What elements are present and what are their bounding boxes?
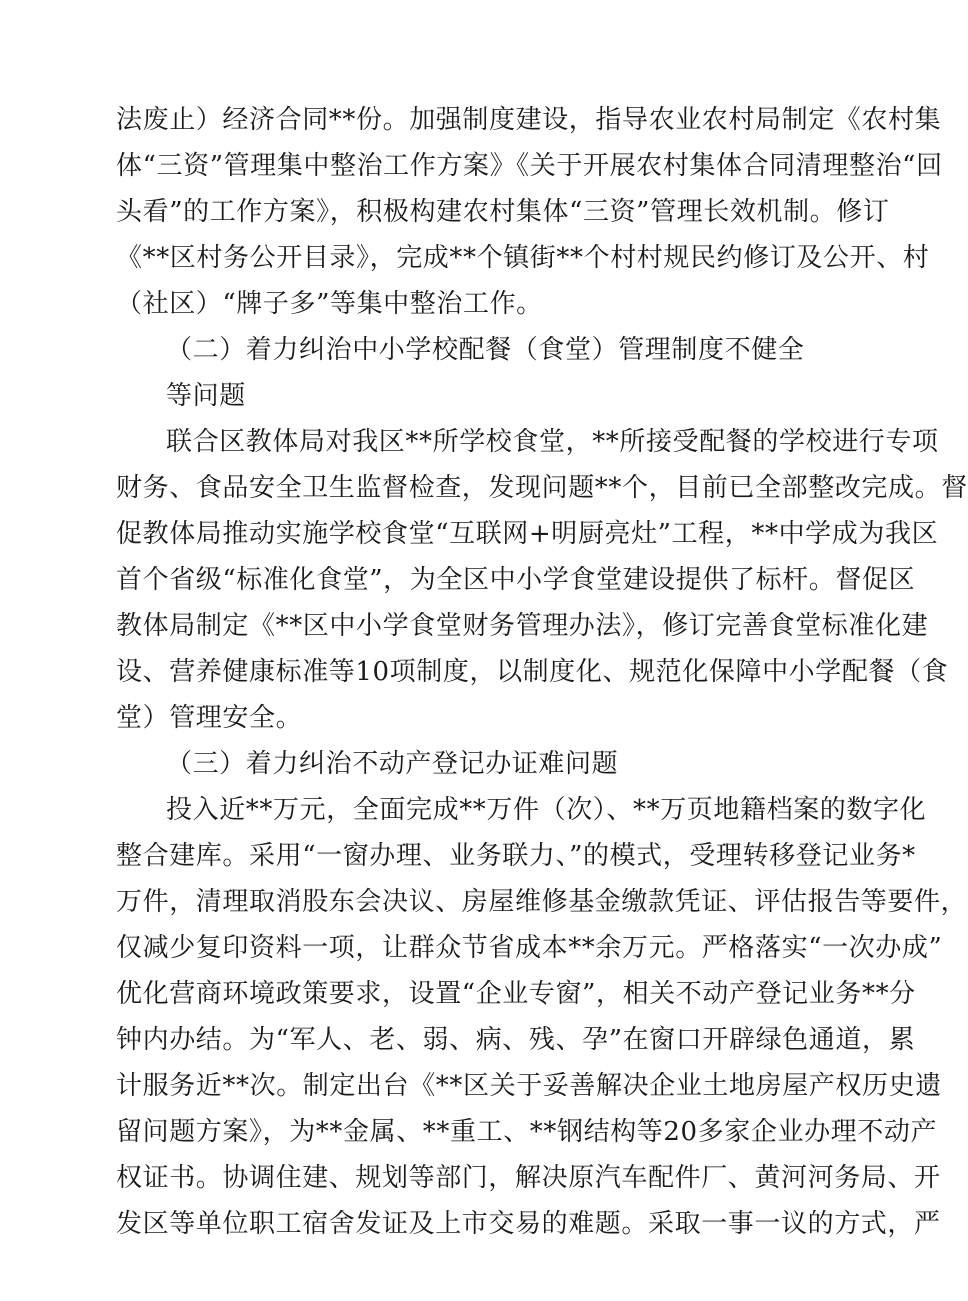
section-heading: （三）着力纠治不动产登记办证难问题: [166, 749, 619, 779]
text-line: 联合区教体局对我区**所学校食堂，**所接受配餐的学校进行专项: [166, 427, 939, 457]
text-line: 设、营养健康标准等10项制度，以制度化、规范化保障中小学配餐（食: [116, 657, 949, 687]
text-line: 《**区村务公开目录》，完成**个镇街**个村村规民约修订及公开、村: [116, 243, 930, 273]
text-line: 投入近**万元，全面完成**万件（次）、**万页地籍档案的数字化: [166, 795, 927, 825]
text-line: 仅减少复印资料一项，让群众节省成本**余万元。严格落实“一次办成”: [116, 933, 943, 963]
text-line: 首个省级“标准化食堂”，为全区中小学食堂建设提供了标杆。督促区: [116, 565, 916, 595]
text-line: 发区等单位职工宿舍发证及上市交易的难题。采取一事一议的方式，严: [116, 1209, 941, 1239]
text-line: 堂）管理安全。: [116, 703, 303, 733]
text-line: 整合建库。采用“一窗办理、业务联力、”的模式，受理转移登记业务*: [116, 841, 916, 871]
section-heading: 等问题: [166, 381, 246, 411]
text-line: 头看”的工作方案》，积极构建农村集体“三资”管理长效机制。修订: [116, 197, 890, 227]
text-line: （社区）“牌子多”等集中整治工作。: [116, 289, 543, 319]
text-line: 钟内办结。为“军人、老、弱、病、残、孕”在窗口开辟绿色通道，累: [116, 1025, 916, 1055]
text-line: 教体局制定《**区中小学食堂财务管理办法》，修订完善食堂标准化建: [116, 611, 929, 641]
section-heading: （二）着力纠治中小学校配餐（食堂）管理制度不健全: [166, 335, 805, 365]
text-line: 权证书。协调住建、规划等部门，解决原汽车配件厂、黄河河务局、开: [116, 1163, 941, 1193]
text-line: 优化营商环境政策要求，设置“企业专窗”，相关不动产登记业务**分: [116, 979, 916, 1009]
text-line: 财务、食品安全卫生监督检查，发现问题**个，目前已全部整改完成。督: [116, 473, 968, 503]
text-line: 万件，清理取消股东会决议、房屋维修基金缴款凭证、评估报告等要件，: [116, 887, 968, 917]
text-line: 体“三资”管理集中整治工作方案》《关于开展农村集体合同清理整治“回: [116, 151, 943, 181]
text-line: 法废止）经济合同**份。加强制度建设，指导农业农村局制定《农村集: [116, 105, 942, 135]
text-line: 留问题方案》，为**金属、**重工、**钢结构等20多家企业办理不动产: [116, 1117, 938, 1147]
text-line: 促教体局推动实施学校食堂“互联网+明厨亮灶”工程，**中学成为我区: [116, 519, 939, 549]
text-line: 计服务近**次。制定出台《**区关于妥善解决企业土地房屋产权历史遗: [116, 1071, 942, 1101]
